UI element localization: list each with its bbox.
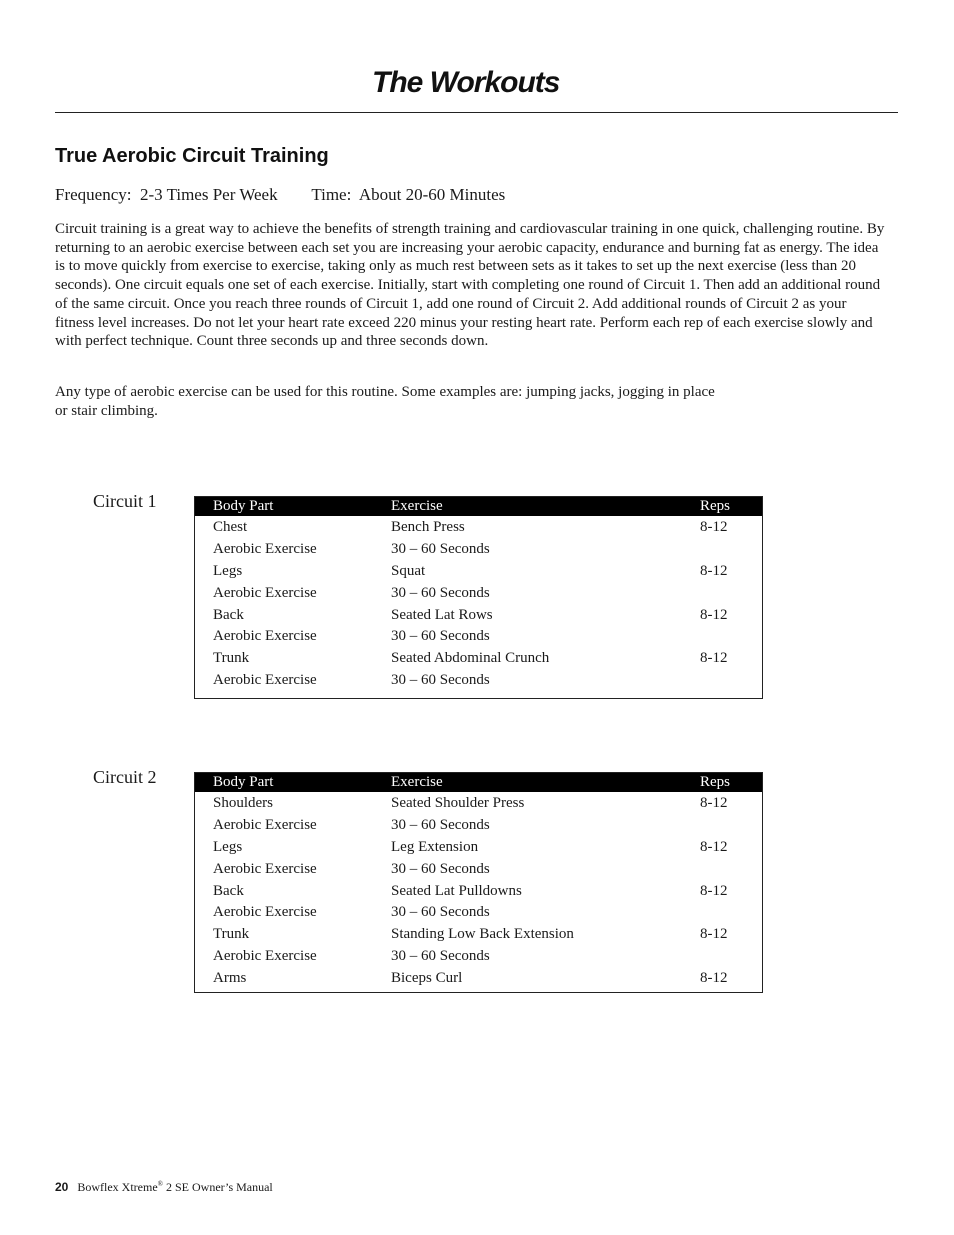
table-row <box>195 836 762 858</box>
table-row <box>195 923 762 945</box>
title-divider <box>55 112 898 113</box>
table-row <box>195 604 762 626</box>
reps-cell: 8-12 <box>700 970 728 987</box>
body-part-cell: Shoulders <box>213 795 273 811</box>
circuit-2-table <box>194 772 763 993</box>
frequency-time-line <box>55 185 505 205</box>
header-body-part: Body Part <box>213 774 274 790</box>
table-row <box>195 538 762 560</box>
aerobic-examples-line-1: Any type of aerobic exercise can be used for this routine. Some examples are: jumping jacks, jogging in place <box>55 384 715 400</box>
body-part-cell: Aerobic Exercise <box>213 628 317 645</box>
table-row <box>195 647 762 669</box>
table-row <box>195 901 762 923</box>
manual-title-rest: 2 SE Owner’s Manual <box>163 1180 273 1194</box>
circuit-2-label: Circuit 2 <box>93 767 157 787</box>
header-body-part: Body Part <box>213 498 274 514</box>
body-part-cell: Aerobic Exercise <box>213 904 317 921</box>
reps-cell: 8-12 <box>700 650 728 667</box>
registered-mark: ® <box>157 1180 163 1188</box>
page-title: The Workouts <box>372 66 560 99</box>
reps-cell: 8-12 <box>700 519 728 535</box>
exercise-cell: Bench Press <box>391 519 465 535</box>
reps-cell: 8-12 <box>700 882 728 899</box>
table-row <box>195 560 762 582</box>
body-part-cell: Legs <box>213 838 243 855</box>
circuit-1-label: Circuit 1 <box>93 491 157 511</box>
exercise-cell: 30 – 60 Seconds <box>391 860 490 877</box>
table-row <box>195 858 762 880</box>
exercise-cell: 30 – 60 Seconds <box>391 540 490 557</box>
reps-cell: 8-12 <box>700 606 728 623</box>
exercise-cell: Seated Lat Pulldowns <box>391 882 522 899</box>
reps-cell: 8-12 <box>700 562 728 579</box>
table-row <box>195 625 762 647</box>
time-text: Time: About 20-60 Minutes <box>311 185 506 204</box>
circuit-1-table <box>194 496 763 699</box>
body-part-cell: Aerobic Exercise <box>213 860 317 877</box>
exercise-cell: 30 – 60 Seconds <box>391 672 490 689</box>
table-row <box>195 669 762 691</box>
exercise-cell: Seated Shoulder Press <box>391 795 525 811</box>
exercise-cell: 30 – 60 Seconds <box>391 816 490 833</box>
aerobic-examples-line-2: or stair climbing. <box>55 402 158 419</box>
body-part-cell: Trunk <box>213 650 250 667</box>
exercise-cell: Seated Abdominal Crunch <box>391 650 550 667</box>
body-part-cell: Trunk <box>213 926 250 943</box>
header-exercise: Exercise <box>391 498 443 514</box>
header-reps: Reps <box>700 774 730 790</box>
page-footer <box>55 1180 273 1195</box>
reps-cell: 8-12 <box>700 795 728 811</box>
intro-paragraph: Circuit training is a great way to achieve the benefits of strength training and cardiovascular training in one quick, challenging routine. By returning to an aerobic exercise between each set you are increasing your aerobic capacity, endurance and burning fat as energy. The idea is to move quickly from exercise to exercise, taking only as much rest between sets as it takes to set up the next exercise (less than 20 seconds). One circuit equals one set of each exercise. Initially, start with completing one round of Circuit 1. Then add an additional round of the same circuit. Once you reach three rounds of Circuit 1, add one round of Circuit 2. Add additional rounds of Circuit 2 as your fitness level increases. Do not let your heart rate exceed 220 minus your resting heart rate. Perform each rep of each exercise slowly and with perfect technique. Count three seconds up and three seconds down. <box>55 221 885 350</box>
table-row <box>195 814 762 836</box>
table-row <box>195 792 762 814</box>
frequency-text: Frequency: 2-3 Times Per Week <box>55 185 278 204</box>
body-part-cell: Back <box>213 882 244 899</box>
manual-brand: Bowflex Xtreme <box>77 1180 158 1194</box>
body-part-cell: Aerobic Exercise <box>213 948 317 965</box>
table-row <box>195 582 762 604</box>
exercise-cell: 30 – 60 Seconds <box>391 584 490 601</box>
reps-cell: 8-12 <box>700 838 728 855</box>
body-part-cell: Aerobic Exercise <box>213 672 317 689</box>
exercise-cell: Seated Lat Rows <box>391 606 493 623</box>
section-heading: True Aerobic Circuit Training <box>55 145 329 167</box>
table-header <box>195 497 762 516</box>
page-number: 20 <box>55 1180 69 1194</box>
header-exercise: Exercise <box>391 774 443 790</box>
exercise-cell: Squat <box>391 562 426 579</box>
exercise-cell: 30 – 60 Seconds <box>391 948 490 965</box>
body-part-cell: Aerobic Exercise <box>213 816 317 833</box>
exercise-cell: Standing Low Back Extension <box>391 926 574 943</box>
exercise-cell: Leg Extension <box>391 838 479 855</box>
body-part-cell: Aerobic Exercise <box>213 584 317 601</box>
aerobic-examples-paragraph <box>55 383 885 420</box>
body-part-cell: Back <box>213 606 244 623</box>
table-row <box>195 880 762 902</box>
table-row <box>195 945 762 967</box>
table-row <box>195 516 762 538</box>
body-part-cell: Chest <box>213 519 248 535</box>
exercise-cell: 30 – 60 Seconds <box>391 904 490 921</box>
exercise-cell: Biceps Curl <box>391 970 463 987</box>
body-part-cell: Arms <box>213 970 247 987</box>
body-part-cell: Aerobic Exercise <box>213 540 317 557</box>
header-reps: Reps <box>700 498 730 514</box>
reps-cell: 8-12 <box>700 926 728 943</box>
table-row <box>195 967 762 989</box>
exercise-cell: 30 – 60 Seconds <box>391 628 490 645</box>
table-header <box>195 773 762 792</box>
body-part-cell: Legs <box>213 562 243 579</box>
